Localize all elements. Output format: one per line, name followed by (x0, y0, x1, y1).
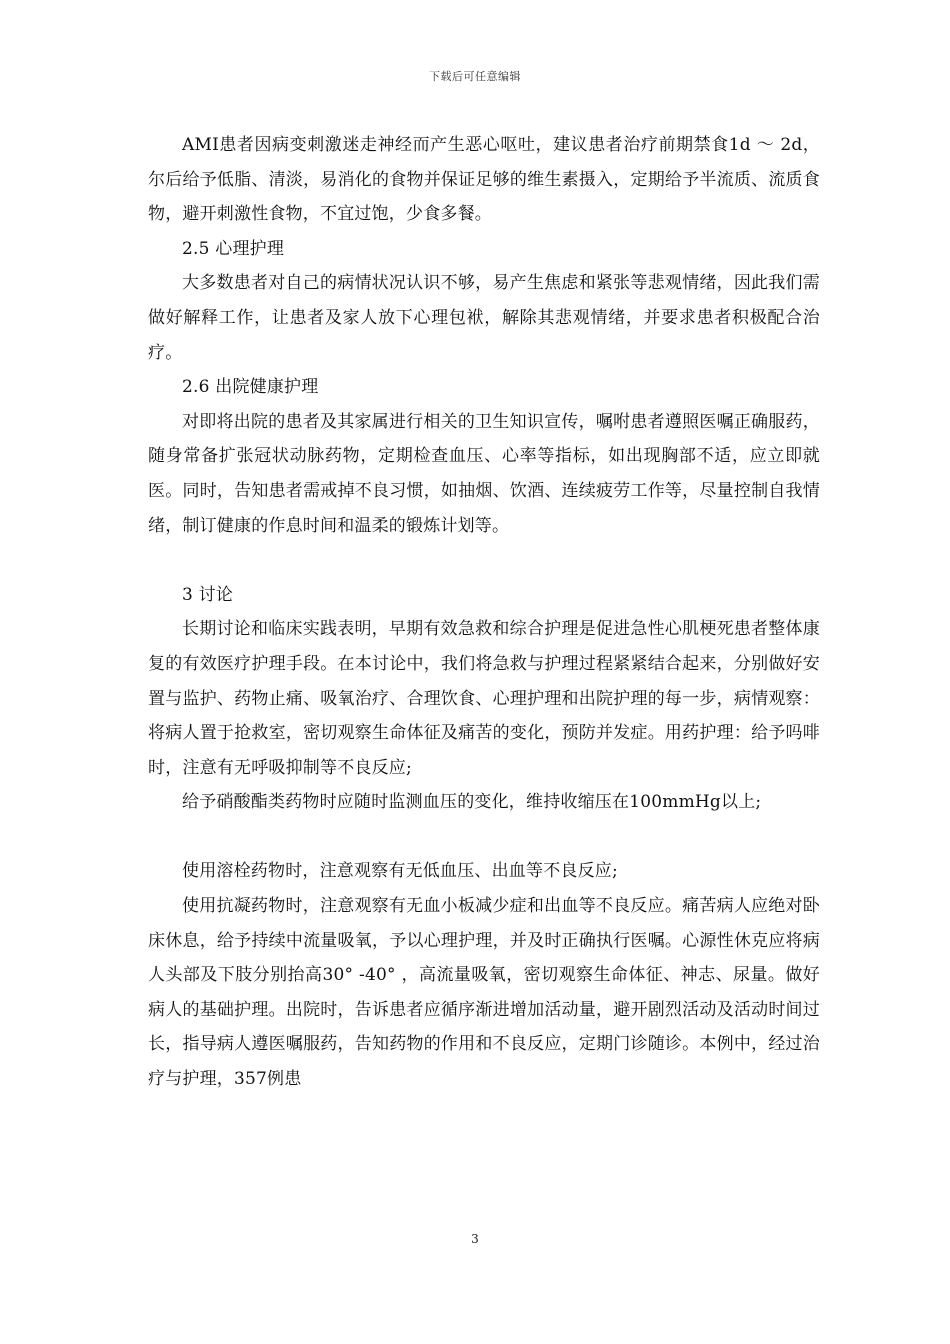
section-heading-discharge-care: 2.6 出院健康护理 (182, 377, 319, 398)
page-number: 3 (471, 1232, 479, 1246)
paragraph-nitrate: 给予硝酸酯类药物时应随时监测血压的变化，维持收缩压在100mmHg以上; (182, 792, 762, 813)
document-body (148, 128, 820, 1097)
paragraph-spacer (148, 820, 820, 855)
paragraph-spacer (148, 543, 820, 578)
section-heading-psychological-care: 2.5 心理护理 (182, 238, 285, 259)
paragraph-anticoagulant: 使用抗凝药物时，注意观察有无血小板减少症和出血等不良反应。痛苦病人应绝对卧床休息，给予持续中流量吸氧，予以心理护理，并及时正确执行医嘱。心源性休克应将病人头部及下肢分别抬高30° -40° ，高流量吸氧，密切观察生命体征、神志、尿量。做好病人的基础护理。出院时，告诉患者应循序渐进增加活动量，避开剧烈活动及活动时间过长，指导病人遵医嘱服药，告知药物的作用和不良反应，定期门诊随诊。本例中，经过治疗与护理，357例患 (148, 896, 820, 1090)
paragraph-discussion: 长期讨论和临床实践表明，早期有效急救和综合护理是促进急性心肌梗死患者整体康复的有效医疗护理手段。在本讨论中，我们将急救与护理过程紧紧结合起来，分别做好安置与监护、药物止痛、吸氧治疗、合理饮食、心理护理和出院护理的每一步，病情观察：将病人置于抢救室，密切观察生命体征及痛苦的变化，预防并发症。用药护理：给予吗啡时，注意有无呼吸抑制等不良反应; (148, 619, 820, 778)
paragraph-diet: AMI患者因病变刺激迷走神经而产生恶心呕吐，建议患者治疗前期禁食1d ～ 2d，尔后给予低脂、清淡，易消化的食物并保证足够的维生素摄入，定期给予半流质、流质食物，避开刺激性食物，不宜过饱，少食多餐。 (148, 135, 820, 225)
paragraph-thrombolytic: 使用溶栓药物时，注意观察有无低血压、出血等不良反应; (182, 861, 618, 882)
page-header-note: 下载后可任意编辑 (429, 70, 521, 83)
paragraph-discharge-care: 对即将出院的患者及其家属进行相关的卫生知识宣传，嘱咐患者遵照医嘱正确服药，随身常备扩张冠状动脉药物，定期检查血压、心率等指标，如出现胸部不适，应立即就医。同时，告知患者需戒掉不良习惯，如抽烟、饮酒、连续疲劳工作等，尽量控制自我情绪，制订健康的作息时间和温柔的锻炼计划等。 (148, 411, 820, 536)
paragraph-psychological-care: 大多数患者对自己的病情状况认识不够，易产生焦虑和紧张等悲观情绪，因此我们需做好解释工作，让患者及家人放下心理包袱，解除其悲观情绪，并要求患者积极配合治疗。 (148, 273, 820, 363)
section-heading-discussion: 3 讨论 (182, 584, 234, 605)
